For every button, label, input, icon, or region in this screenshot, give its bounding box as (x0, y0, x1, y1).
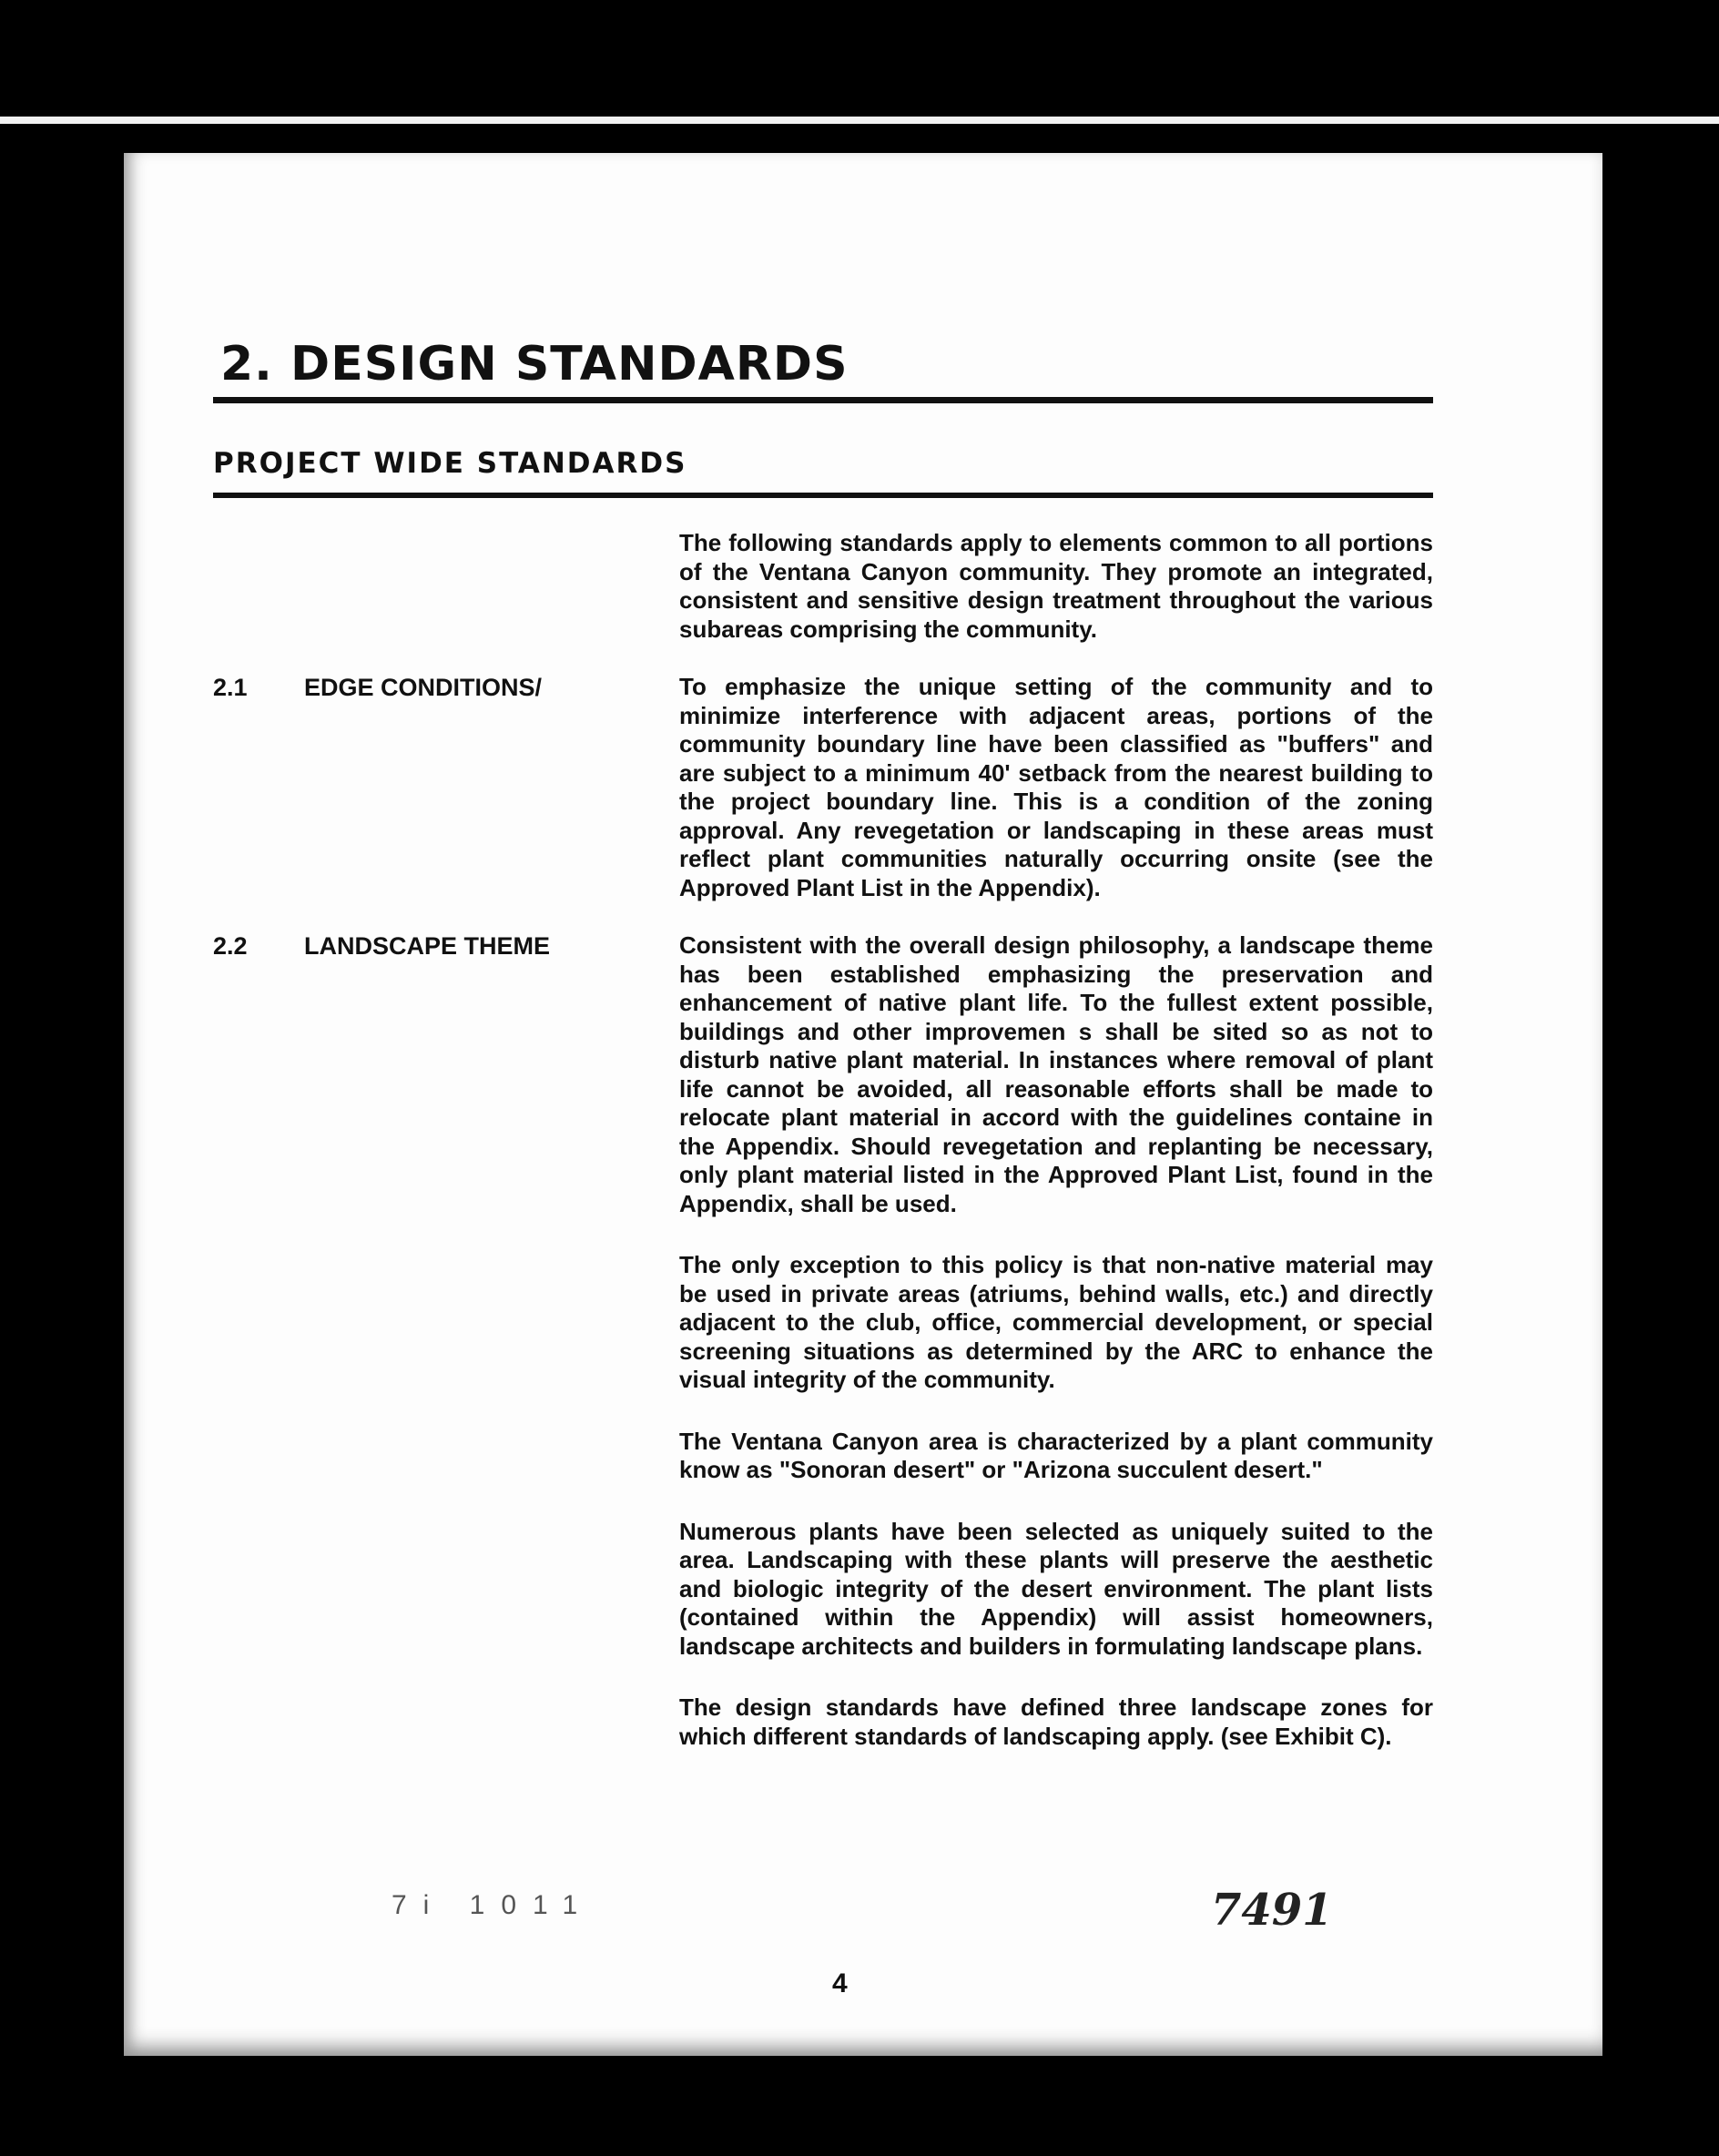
section-number: 2.1 (213, 674, 248, 701)
top-scan-rule (0, 117, 1719, 124)
section-title: PROJECT WIDE STANDARDS (213, 447, 687, 480)
chapter-title: 2. DESIGN STANDARDS (220, 337, 849, 392)
chapter-title-rule (213, 397, 1433, 403)
body-paragraph: The design standards have defined three landscape zones for which different standards of landscaping apply. (see Exhibit C). (679, 1693, 1433, 1750)
page-content (213, 337, 1433, 1751)
section-row-edge-conditions (213, 673, 1433, 902)
section-label: EDGE CONDITIONS/ (304, 674, 543, 701)
section-row-landscape-theme (213, 931, 1433, 1751)
body-paragraph: To emphasize the unique setting of the community and to minimize interference with adjacent areas, portions of the community boundary line have been classified as "buffers" and are subject to a minimum 40' setback from the nearest building to the project boundary line. This is a condition of the zoning approval. Any revegetation or landscaping in these areas must reflect plant communities naturally occurring onsite (see the Approved Plant List in the Appendix). (679, 673, 1433, 901)
document-stamp: 7491 (1211, 1885, 1333, 1936)
intro-row (213, 529, 1433, 644)
body-paragraph: Numerous plants have been selected as uniquely suited to the area. Landscaping with these plants will preserve the aesthetic and biologic integrity of the desert environment. The plant lists (contained within the Appendix) will assist homeowners, landscape architects and builders in formulating landscape plans. (679, 1517, 1433, 1660)
body-paragraph: The Ventana Canyon area is characterized by a plant community know as "Sonoran desert" or "Arizona succulent desert." (679, 1427, 1433, 1483)
section-label: LANDSCAPE THEME (304, 932, 551, 960)
section-number: 2.2 (213, 932, 248, 960)
intro-paragraph: The following standards apply to elements common to all portions of the Ventana Canyon community. They promote an integrated, consistent and sensitive design treatment throughout the various subareas comprising the community. (679, 529, 1433, 643)
body-paragraph: Consistent with the overall design philosophy, a landscape theme has been established emphasizing the preservation and enhancement of native plant life. To the fullest extent possible, buildings and other improvemen s shall be sited so as not to disturb native plant material. In instances where removal of plant life cannot be avoided, all reasonable efforts shall be made to relocate plant material in accord with the guidelines containe in the Appendix. Should revegetation and replanting be necessary, only plant material listed in the Approved Plant List, found in the Appendix, shall be used. (679, 931, 1433, 1217)
body-paragraph: The only exception to this policy is that non-native material may be used in private areas (atriums, behind walls, etc.) and directly adjacent to the club, office, commercial development, or special screening situations as determined by the ARC to enhance the visual integrity of the community. (679, 1251, 1433, 1393)
footer-scan-marks: 7i 1011 (392, 1890, 595, 1920)
page-number: 4 (832, 1968, 848, 1998)
